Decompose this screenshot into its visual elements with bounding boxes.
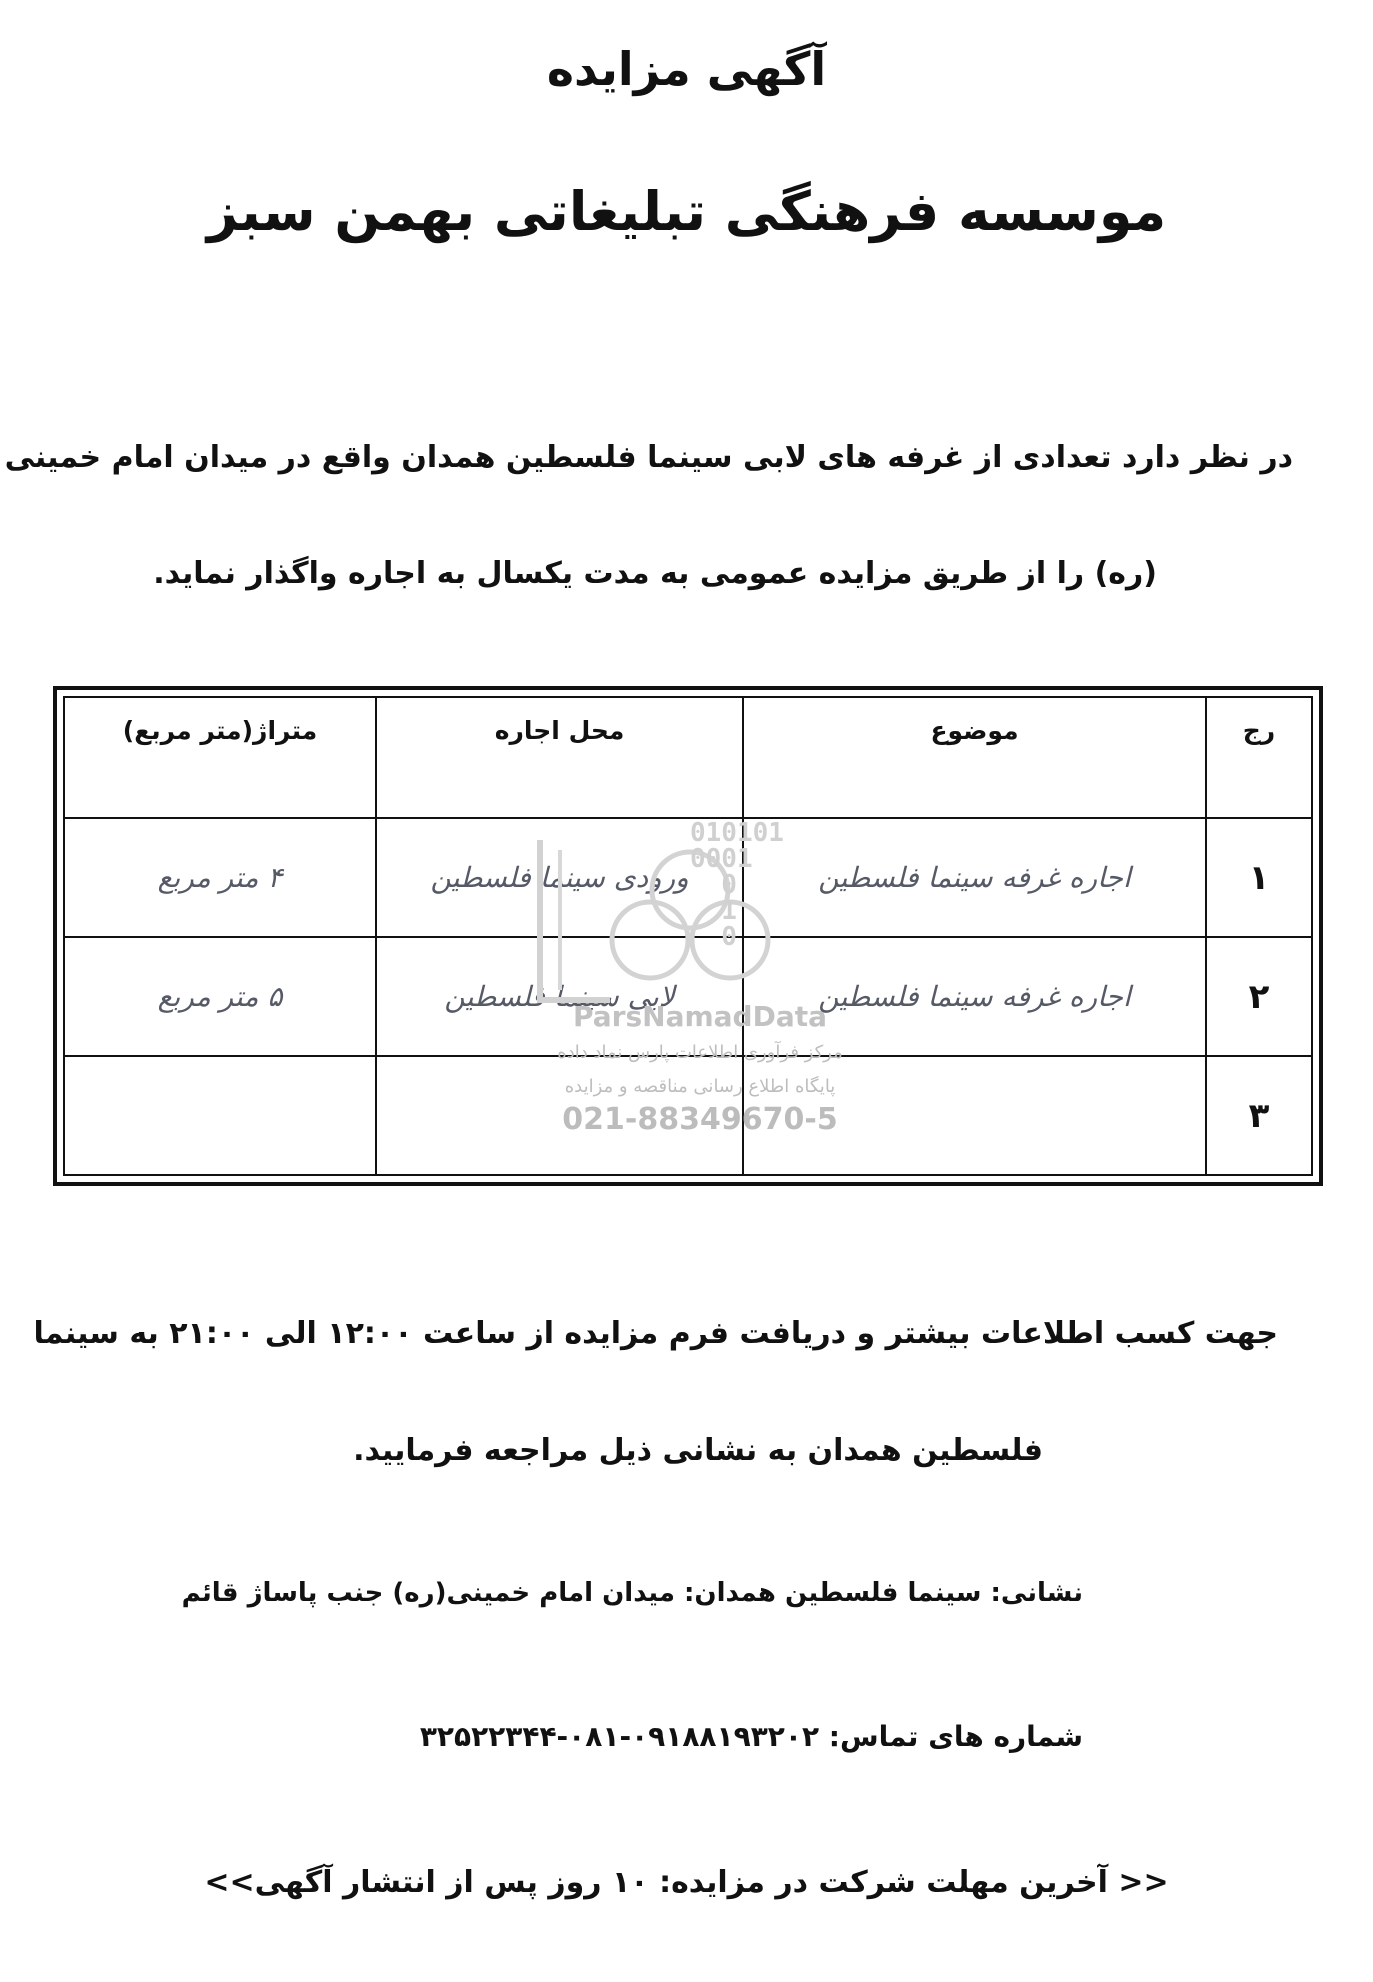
watermark-brand: ParsNamadData (573, 1000, 827, 1033)
info-line-1: جهت کسب اطلاعات بیشتر و دریافت فرم مزایده از ساعت ۱۲:۰۰ الی ۲۱:۰۰ به سینما (33, 1316, 1278, 1351)
organization-name: موسسه فرهنگی تبلیغاتی بهمن سبز (206, 180, 1167, 243)
row-location: ورودی سینما فلسطین (376, 818, 743, 937)
header-location: محل اجاره (376, 697, 743, 818)
row-subject: اجاره غرفه سینما فلسطین (743, 937, 1206, 1056)
intro-line-2: (ره) را از طریق مزایده عمومی به مدت یکسال به اجاره واگذار نماید. (153, 556, 1157, 591)
auction-items-table (63, 696, 1313, 1176)
row-subject (743, 1056, 1206, 1175)
row-location: لابی سینما فلسطین (376, 937, 743, 1056)
header-subject: موضوع (743, 697, 1206, 818)
row-index: ۲ (1206, 937, 1312, 1056)
header-index: رج (1206, 697, 1312, 818)
deadline-note: << آخرین مهلت شرکت در مزایده: ۱۰ روز پس از انتشار آگهی>> (204, 1865, 1169, 1900)
info-line-2: فلسطین همدان به نشانی ذیل مراجعه فرمایید. (353, 1433, 1043, 1468)
header-area: متراژ(متر مربع) (64, 697, 376, 818)
auction-table (53, 686, 1323, 1186)
notice-title: آگهی مزایده (546, 42, 827, 96)
row-location (376, 1056, 743, 1175)
table-row (64, 937, 1312, 1056)
contact-phones: شماره های تماس: ۰۹۱۸۸۱۹۳۲۰۲-۰۸۱-۳۲۵۲۲۳۴۴ (419, 1720, 1083, 1753)
row-area (64, 1056, 376, 1175)
watermark-line-1: مرکز فرآوری اطلاعات پارس نماد داده (557, 1042, 843, 1063)
row-subject: اجاره غرفه سینما فلسطین (743, 818, 1206, 937)
watermark-digits: 010101 0001 0 1 0 (690, 818, 784, 952)
table-row (64, 818, 1312, 937)
row-index: ۳ (1206, 1056, 1312, 1175)
row-index: ۱ (1206, 818, 1312, 937)
table-header-row (64, 697, 1312, 818)
row-area: ۴ متر مربع (64, 818, 376, 937)
watermark-phone: 021-88349670-5 (562, 1102, 838, 1137)
row-area: ۵ متر مربع (64, 937, 376, 1056)
watermark-line-2: پایگاه اطلاع رسانی مناقصه و مزایده (564, 1076, 836, 1097)
address: نشانی: سینما فلسطین همدان: میدان امام خمینی(ره) جنب پاساژ قائم (181, 1578, 1083, 1608)
table-row (64, 1056, 1312, 1175)
intro-line-1: در نظر دارد تعدادی از غرفه های لابی سینما فلسطین همدان واقع در میدان امام خمینی (4, 440, 1293, 475)
